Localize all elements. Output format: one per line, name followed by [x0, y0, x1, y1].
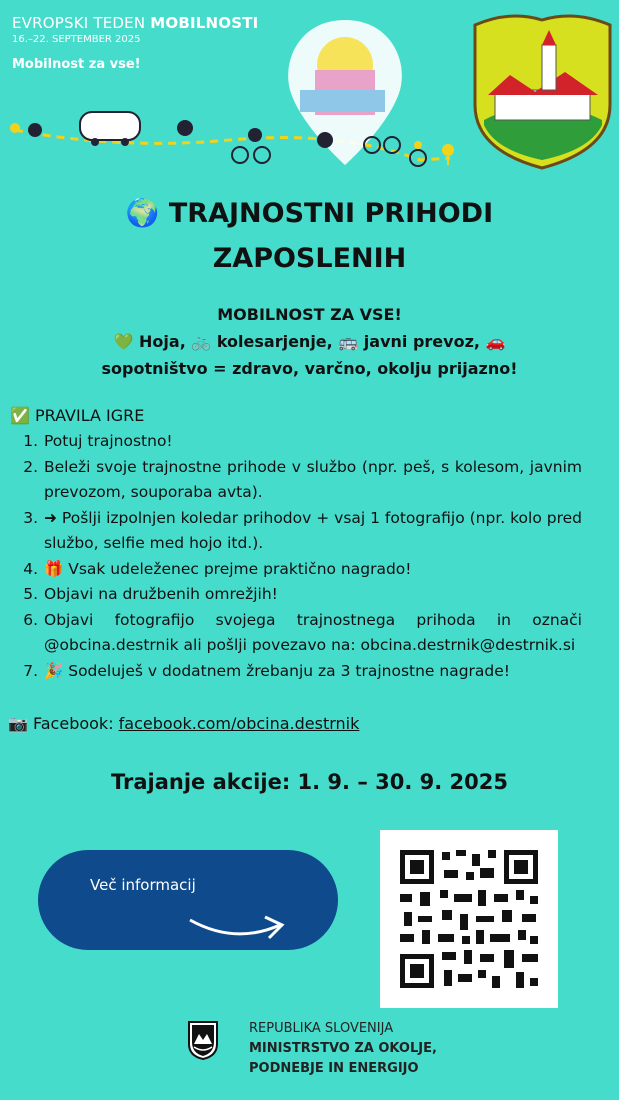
mobility-illustration [0, 0, 470, 185]
municipality-crest-icon [470, 10, 615, 172]
page-title-line1: 🌍 TRAJNOSTNI PRIHODI [125, 198, 494, 229]
event-tagline: Mobilnost za vse! [12, 57, 141, 72]
slogan-modes: 💚 Hoja, 🚲 kolesarjenje, 🚌 javni prevoz, 🚗 [113, 332, 506, 351]
rules-list [10, 429, 582, 684]
list-item: 1. Potuj trajnostno! [23, 432, 173, 450]
wheelchair-icon [410, 141, 426, 166]
globe-icon: 🌍 [125, 198, 160, 229]
pin-end-icon [442, 144, 454, 165]
event-title: EVROPSKI TEDEN MOBILNOSTI [12, 14, 259, 32]
character-icon [28, 120, 333, 148]
qr-code[interactable] [380, 830, 558, 1008]
footer-republic: REPUBLIKA SLOVENIJA [249, 1021, 394, 1036]
list-item: 7. 🎉 Sodeluješ v dodatnem žrebanju za 3 trajnostne nagrade! [23, 661, 511, 680]
list-item: 5. Objavi na družbenih omrežjih! [23, 585, 278, 603]
facebook-link[interactable]: facebook.com/obcina.destrnik [118, 714, 360, 733]
footer-ministry-line2: PODNEBJE IN ENERGIJO [249, 1061, 419, 1076]
slogan-heading: MOBILNOST ZA VSE! [217, 305, 402, 324]
list-item: 6. Objavi fotografijo svojega trajnostnega prihoda in označi @obcina.destrnik ali pošlji povezavo na: obcina.destrnik@destrnik.si [23, 610, 582, 654]
event-dates: 16.–22. SEPTEMBER 2025 [12, 34, 141, 45]
slovenia-coat-of-arms-icon [187, 1020, 219, 1060]
page-title-line2: ZAPOSLENIH [212, 243, 407, 274]
pin-start-icon [10, 123, 20, 133]
more-info-button-label[interactable]: Več informacij [90, 876, 196, 894]
qr-code-icon [380, 830, 558, 1008]
footer-ministry-line1: MINISTRSTVO ZA OKOLJE, [249, 1041, 437, 1056]
list-item: 2. Beleži svoje trajnostne prihode v službo (npr. peš, s kolesom, javnim prevozom, souporaba avta). [23, 457, 582, 501]
facebook-line: 📷 Facebook: facebook.com/obcina.destrnik [8, 714, 360, 733]
list-item: 3. ➜ Pošlji izpolnjen koledar prihodov + vsaj 1 fotografijo (npr. kolo pred službo, selfie med hojo itd.). [23, 508, 582, 552]
arrow-right-icon [185, 905, 290, 945]
slogan-benefits: sopotništvo = zdravo, varčno, okolju prijazno! [101, 359, 518, 378]
list-item: 4. 🎁 Vsak udeleženec prejme praktično nagrado! [23, 559, 412, 578]
campaign-duration: Trajanje akcije: 1. 9. – 30. 9. 2025 [110, 770, 509, 794]
bicycle-icon [232, 147, 270, 163]
rules-heading: ✅ PRAVILA IGRE [10, 406, 145, 425]
